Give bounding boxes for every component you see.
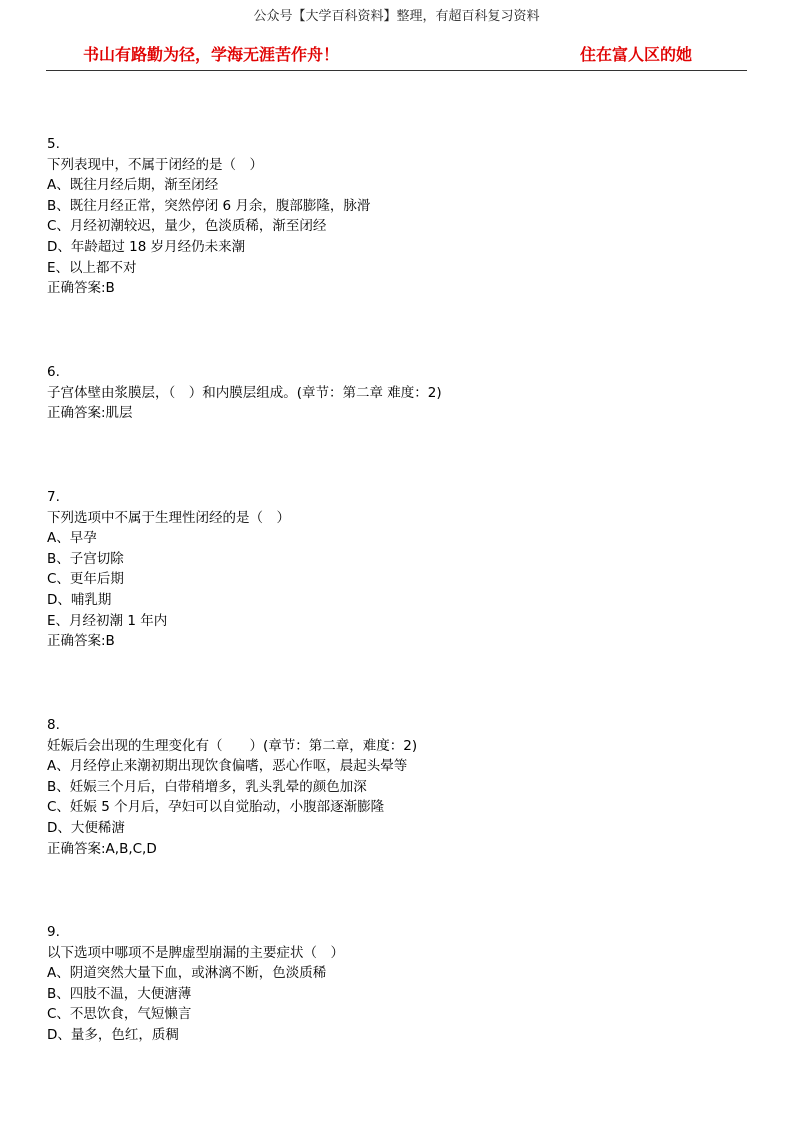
question-7 [47, 487, 290, 652]
option: D、哺乳期 [47, 591, 112, 608]
answer: 正确答案:B [47, 280, 115, 297]
question-number: 5. [47, 136, 60, 152]
answer: 正确答案:B [47, 633, 115, 650]
question-6 [47, 362, 442, 424]
option: B、四肢不温，大便溏薄 [47, 985, 192, 1002]
option: A、阴道突然大量下血，或淋漓不断，色淡质稀 [47, 965, 327, 982]
question-5 [47, 134, 370, 299]
question-8 [47, 715, 417, 859]
option: A、早孕 [47, 530, 97, 547]
question-stem: 子宫体壁由浆膜层，（ ）和内膜层组成。(章节：第二章 难度：2) [47, 384, 442, 401]
option: C、妊娠 5 个月后，孕妇可以自觉胎动，小腹部逐渐膨隆 [47, 799, 385, 816]
answer: 正确答案:A,B,C,D [47, 840, 157, 857]
author-banner: 住在富人区的她 [580, 45, 693, 64]
option: A、月经停止来潮初期出现饮食偏嗜，恶心作呕，晨起头晕等 [47, 758, 408, 775]
question-9 [47, 922, 344, 1046]
option: B、妊娠三个月后，白带稍增多，乳头乳晕的颜色加深 [47, 778, 367, 795]
top-note: 公众号【大学百科资料】整理，有超百科复习资料 [253, 9, 540, 24]
question-number: 6. [47, 364, 60, 380]
question-number: 8. [47, 717, 60, 733]
option: A、既往月经后期，渐至闭经 [47, 177, 219, 194]
option: D、大便稀溏 [47, 819, 125, 836]
option: C、不思饮食，气短懒言 [47, 1006, 192, 1023]
option: E、月经初潮 1 年内 [47, 612, 168, 629]
option: C、月经初潮较迟，量少，色淡质稀，渐至闭经 [47, 218, 327, 235]
option: C、更年后期 [47, 571, 124, 588]
answer: 正确答案:肌层 [47, 405, 133, 422]
option: B、子宫切除 [47, 550, 124, 567]
question-stem: 下列选项中不属于生理性闭经的是（ ） [47, 509, 290, 526]
question-number: 7. [47, 489, 60, 505]
question-stem: 以下选项中哪项不是脾虚型崩漏的主要症状（ ） [47, 944, 344, 961]
motto-banner: 书山有路勤为径，学海无涯苦作舟！ [83, 45, 340, 64]
option: B、既往月经正常，突然停闭 6 月余，腹部膨隆，脉滑 [47, 197, 371, 214]
header-divider [46, 70, 747, 71]
option: D、量多，色红，质稠 [47, 1026, 179, 1043]
option: E、以上都不对 [47, 259, 137, 276]
option: D、年龄超过 18 岁月经仍未来潮 [47, 238, 246, 255]
question-number: 9. [47, 924, 60, 940]
question-stem: 下列表现中，不属于闭经的是（ ） [47, 156, 263, 173]
question-stem: 妊娠后会出现的生理变化有（ ）(章节：第二章，难度：2) [47, 737, 418, 754]
